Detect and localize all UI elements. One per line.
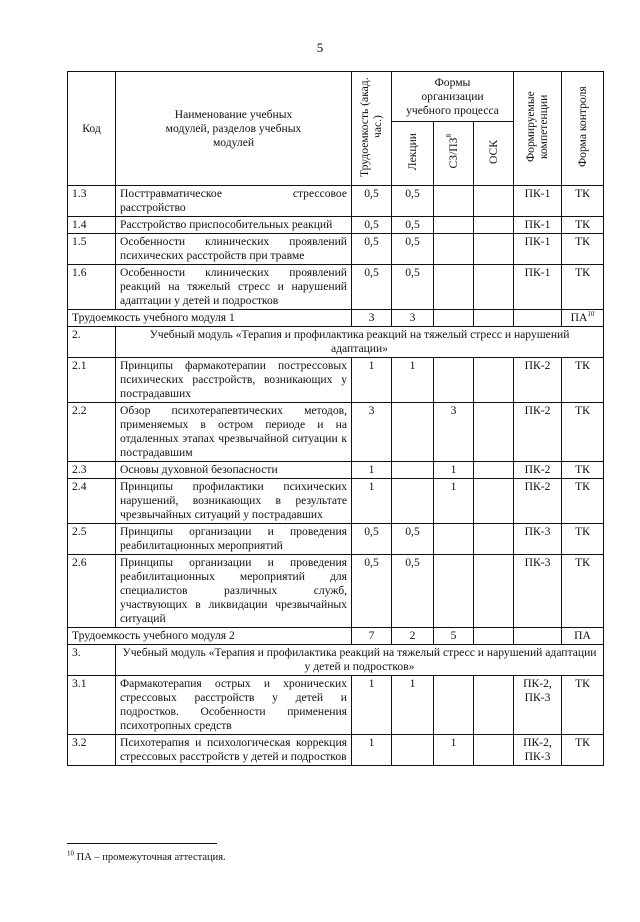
row-labor: 0,5	[352, 186, 392, 217]
row-lectures: 0,5	[392, 234, 434, 265]
row-name: Фармакотерапия острых и хронических стрессовых расстройств у детей и подростков. Особенности применения психотропных средств	[116, 676, 352, 735]
row-labor: 1	[352, 676, 392, 735]
row-control: ТК	[562, 462, 604, 479]
row-labor: 0,5	[352, 234, 392, 265]
row-code: 2.1	[68, 358, 116, 403]
row-control: ТК	[562, 403, 604, 462]
module-title: Учебный модуль «Терапия и профилактика реакций на тяжелый стресс и нарушений адаптации у детей и подростков»	[116, 645, 604, 676]
page-number: 5	[316, 40, 324, 55]
table-row	[68, 555, 604, 628]
row-osk	[474, 555, 514, 628]
row-competences: ПК-2, ПК-3	[514, 676, 562, 735]
row-code: 1.3	[68, 186, 116, 217]
footnote-divider	[67, 843, 217, 844]
row-name: Принципы фармакотерапии постресcовых психических расстройств, возникающих у пострадавших	[116, 358, 352, 403]
row-competences: ПК-1	[514, 234, 562, 265]
row-lectures	[392, 735, 434, 766]
header-code: Код	[68, 72, 116, 186]
row-code: 2.4	[68, 479, 116, 524]
row-osk	[474, 479, 514, 524]
row-sz	[434, 676, 474, 735]
total-competences	[514, 628, 562, 645]
row-competences: ПК-2	[514, 403, 562, 462]
row-name: Особенности клинических проявлений реакций на тяжелый стресс и нарушений адаптации у детей и подростков	[116, 265, 352, 310]
row-control: ТК	[562, 234, 604, 265]
row-labor: 0,5	[352, 265, 392, 310]
footnote: $^{10}$ ПА – промежуточная аттестация.	[67, 849, 226, 863]
table-row	[68, 524, 604, 555]
table-row	[68, 186, 604, 217]
row-name: Принципы организации и проведения реабилитационных мероприятий для специалистов различных служб, участвующих в ликвидации чрезвычайных ситуаций	[116, 555, 352, 628]
row-lectures	[392, 403, 434, 462]
row-lectures: 1	[392, 358, 434, 403]
row-code: 2.5	[68, 524, 116, 555]
row-sz: 3	[434, 403, 474, 462]
row-code: 3.1	[68, 676, 116, 735]
row-osk	[474, 186, 514, 217]
module-title: Учебный модуль «Терапия и профилактика реакций на тяжелый стресс и нарушений адаптации»	[116, 327, 604, 358]
row-competences: ПК-2	[514, 479, 562, 524]
total-osk	[474, 628, 514, 645]
row-lectures: 0,5	[392, 555, 434, 628]
header-sz: $СЗ/ПЗ^8$	[434, 122, 474, 186]
table-row	[68, 479, 604, 524]
module-2-row	[68, 327, 604, 358]
row-competences: ПК-1	[514, 265, 562, 310]
total-labor: 3	[352, 310, 392, 327]
table-row	[68, 217, 604, 234]
row-osk	[474, 403, 514, 462]
header-name: Наименование учебных модулей, разделов учебных модулей	[116, 72, 352, 186]
row-control: ТК	[562, 186, 604, 217]
row-code: 2.2	[68, 403, 116, 462]
table-row	[68, 676, 604, 735]
row-control: ТК	[562, 358, 604, 403]
row-sz	[434, 217, 474, 234]
row-competences: ПК-3	[514, 555, 562, 628]
row-labor: 1	[352, 358, 392, 403]
table-row	[68, 265, 604, 310]
module-3-row	[68, 645, 604, 676]
row-code: 1.6	[68, 265, 116, 310]
header-forms: Формы организации учебного процесса	[392, 72, 514, 122]
row-competences: ПК-2	[514, 462, 562, 479]
table-row	[68, 462, 604, 479]
row-labor: 1	[352, 462, 392, 479]
row-name: Принципы организации и проведения реабилитационных мероприятий	[116, 524, 352, 555]
row-osk	[474, 358, 514, 403]
row-code: 2.3	[68, 462, 116, 479]
row-lectures	[392, 479, 434, 524]
row-control: ТК	[562, 217, 604, 234]
table-row	[68, 403, 604, 462]
row-name: Обзор психотерапевтических методов, применяемых в остром периоде и на отдаленных этапах чрезвычайной ситуации к пострадавшим	[116, 403, 352, 462]
row-name: Основы духовной безопасности	[116, 462, 352, 479]
row-code: 1.5	[68, 234, 116, 265]
row-sz	[434, 555, 474, 628]
header-control: Форма контроля	[562, 72, 604, 186]
row-osk	[474, 265, 514, 310]
row-competences: ПК-2	[514, 358, 562, 403]
total-osk	[474, 310, 514, 327]
row-osk	[474, 676, 514, 735]
row-control: ТК	[562, 555, 604, 628]
total-sz: 5	[434, 628, 474, 645]
row-osk	[474, 217, 514, 234]
row-labor: 0,5	[352, 555, 392, 628]
row-name: Особенности клинических проявлений психических расстройств при травме	[116, 234, 352, 265]
row-control: ТК	[562, 265, 604, 310]
row-control: ТК	[562, 524, 604, 555]
row-sz	[434, 186, 474, 217]
header-osk: ОСК	[474, 122, 514, 186]
header-lectures: Лекции	[392, 122, 434, 186]
row-sz: 1	[434, 462, 474, 479]
total-module-2	[68, 628, 604, 676]
row-control: ТК	[562, 676, 604, 735]
row-sz: 1	[434, 479, 474, 524]
curriculum-table	[67, 71, 604, 766]
row-name: Посттравматическое стрессовое расстройство	[116, 186, 352, 217]
row-competences: ПК-2, ПК-3	[514, 735, 562, 766]
header-competences: Формируемые компетенции	[514, 72, 562, 186]
total-lectures: 2	[392, 628, 434, 645]
table-header	[68, 72, 604, 186]
total-labor: 7	[352, 628, 392, 645]
row-lectures: 0,5	[392, 265, 434, 310]
module-code: 2.	[68, 327, 116, 358]
total-label: Трудоемкость учебного модуля 1	[68, 310, 352, 327]
total-control: ПА	[562, 628, 604, 645]
row-labor: 1	[352, 479, 392, 524]
row-osk	[474, 234, 514, 265]
row-lectures: 0,5	[392, 524, 434, 555]
total-lectures: 3	[392, 310, 434, 327]
row-labor: 1	[352, 735, 392, 766]
row-competences: ПК-1	[514, 186, 562, 217]
rows-module-1	[68, 186, 604, 310]
row-code: 3.2	[68, 735, 116, 766]
row-labor: 3	[352, 403, 392, 462]
row-osk	[474, 462, 514, 479]
total-control: ПА$^{10}$	[562, 310, 604, 327]
header-labor: Трудоемкость (акад. час.)	[352, 72, 392, 186]
total-label: Трудоемкость учебного модуля 2	[68, 628, 352, 645]
row-name: Психотерапия и психологическая коррекция стрессовых расстройств у детей и подростков	[116, 735, 352, 766]
row-lectures: 0,5	[392, 186, 434, 217]
row-control: ТК	[562, 735, 604, 766]
row-lectures: 1	[392, 676, 434, 735]
row-sz	[434, 524, 474, 555]
row-osk	[474, 524, 514, 555]
row-lectures: 0,5	[392, 217, 434, 234]
row-control: ТК	[562, 479, 604, 524]
row-name: Расстройство приспособительных реакций	[116, 217, 352, 234]
row-name: Принципы профилактики психических нарушений, возникающих в результате чрезвычайных ситуаций у пострадавших	[116, 479, 352, 524]
row-sz	[434, 265, 474, 310]
total-competences	[514, 310, 562, 327]
rows-module-3	[68, 676, 604, 766]
row-competences: ПК-1	[514, 217, 562, 234]
table-row	[68, 358, 604, 403]
table-row	[68, 234, 604, 265]
total-module-1	[68, 310, 604, 358]
row-osk	[474, 735, 514, 766]
rows-module-2	[68, 358, 604, 628]
module-code: 3.	[68, 645, 116, 676]
row-code: 2.6	[68, 555, 116, 628]
row-competences: ПК-3	[514, 524, 562, 555]
row-sz	[434, 358, 474, 403]
row-labor: 0,5	[352, 524, 392, 555]
total-sz	[434, 310, 474, 327]
row-lectures	[392, 462, 434, 479]
row-labor: 0,5	[352, 217, 392, 234]
row-sz	[434, 234, 474, 265]
row-code: 1.4	[68, 217, 116, 234]
table-row	[68, 735, 604, 766]
row-sz: 1	[434, 735, 474, 766]
